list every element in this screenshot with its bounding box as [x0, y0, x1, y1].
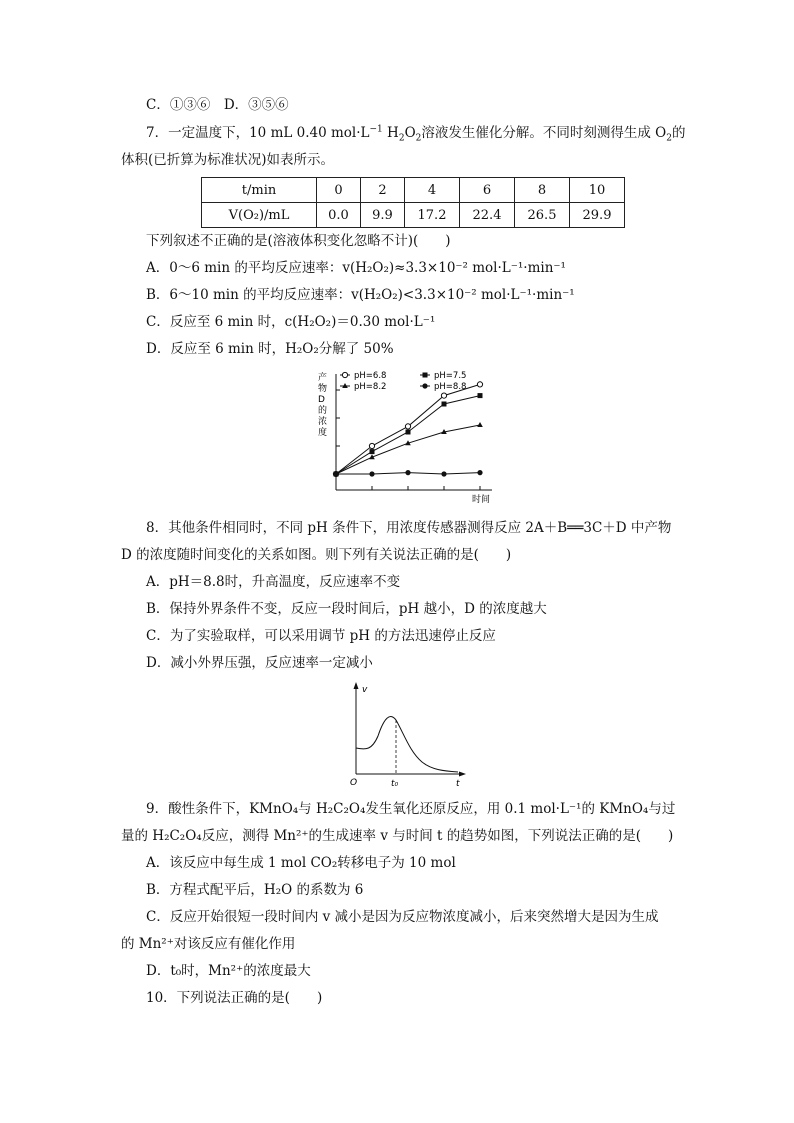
data-point — [369, 471, 374, 476]
table-cell: t/min — [202, 178, 317, 203]
data-point — [333, 471, 338, 476]
q7-stem-a: 一定温度下，10 mL 0.40 mol·L — [168, 125, 370, 141]
table-cell: 26.5 — [515, 203, 570, 228]
table-cell: 2 — [361, 178, 405, 203]
x-axis-label: 时间 — [472, 495, 491, 505]
q9-line2: 量的 H₂C₂O₄反应，测得 Mn²⁺的生成速率 v 与时间 t 的趋势如图，下列说法正确的是( ) — [121, 828, 674, 844]
data-point — [405, 470, 410, 475]
q7-option-c: C．反应至 6 min 时，c(H₂O₂)＝0.30 mol·L⁻¹ — [146, 314, 436, 330]
q8-line1: 8．其他条件相同时，不同 pH 条件下，用浓度传感器测得反应 2A＋B══3C＋D 中产物 — [146, 520, 672, 536]
rate-curve — [356, 717, 458, 772]
data-point — [478, 393, 483, 398]
q9-line1: 9．酸性条件下，KMnO₄与 H₂C₂O₄发生氧化还原反应，用 0.1 mol·L⁻¹的 KMnO₄与过 — [146, 801, 676, 817]
data-point — [441, 393, 446, 398]
origin-label: O — [350, 778, 358, 788]
data-point — [477, 382, 482, 387]
table-cell: 6 — [460, 178, 515, 203]
table-cell: 8 — [515, 178, 570, 203]
table-cell: 9.9 — [361, 203, 405, 228]
data-point — [442, 402, 447, 407]
table-row — [202, 203, 625, 228]
q9-figure — [340, 678, 470, 790]
legend-label: pH=6.8 — [354, 371, 387, 381]
q7-option-b: B．6～10 min 的平均反应速率：v(H₂O₂)<3.3×10⁻² mol·L⁻¹·min⁻¹ — [146, 287, 575, 303]
series-line — [336, 396, 480, 474]
q8-option-b: B．保持外界条件不变，反应一段时间后，pH 越小，D 的浓度越大 — [146, 601, 547, 617]
table-cell: 4 — [405, 178, 460, 203]
q8-line2: D 的浓度随时间变化的关系如图。则下列有关说法正确的是( ) — [121, 547, 512, 563]
q9-option-d: D．t₀时，Mn²⁺的浓度最大 — [146, 963, 311, 979]
table-cell: 0 — [317, 178, 361, 203]
q9-option-b: B．方程式配平后，H₂O 的系数为 6 — [146, 882, 364, 898]
q7-stem-c: O — [404, 125, 416, 141]
q7-option-a: A．0～6 min 的平均反应速率：v(H₂O₂)≈3.3×10⁻² mol·L⁻¹·min⁻¹ — [146, 260, 566, 276]
data-point — [370, 449, 375, 454]
q7-option-d: D．反应至 6 min 时，H₂O₂分解了 50% — [146, 341, 394, 357]
q8-option-c: C．为了实验取样，可以采用调节 pH 的方法迅速停止反应 — [146, 628, 496, 644]
table-cell: V(O₂)/mL — [202, 203, 317, 228]
legend-marker — [342, 372, 347, 377]
data-point — [369, 443, 374, 448]
data-point — [405, 424, 410, 429]
table-cell: 22.4 — [460, 203, 515, 228]
legend-label: pH=8.2 — [354, 382, 387, 392]
q6-option-cd: C．①③⑥ D．③⑤⑥ — [146, 97, 289, 113]
table-row — [202, 178, 625, 203]
q9-option-c2: 的 Mn²⁺对该反应有催化作用 — [121, 936, 296, 952]
legend-marker — [423, 373, 428, 378]
legend-label: pH=7.5 — [434, 371, 467, 381]
q7-stem2: 体积(已折算为标准状况)如表所示。 — [121, 152, 335, 168]
table-cell: 0.0 — [317, 203, 361, 228]
q8-chart — [312, 366, 502, 508]
q7-stem-e: 的 — [671, 125, 686, 141]
table-cell: 10 — [570, 178, 625, 203]
t0-label: t₀ — [391, 779, 399, 789]
x-axis-label: t — [456, 779, 460, 789]
table-cell: 17.2 — [405, 203, 460, 228]
y-axis-label: v — [362, 685, 368, 695]
q7-stem-b: H — [382, 125, 399, 141]
data-point — [477, 470, 482, 475]
table-cell: 29.9 — [570, 203, 625, 228]
q8-option-a: A．pH＝8.8时，升高温度，反应速率不变 — [146, 574, 401, 590]
y-axis-arrow — [354, 682, 359, 689]
q7-table — [201, 177, 625, 228]
y-axis-label: 产物 D 的浓度 — [318, 373, 328, 438]
q7-stem: 7．一定温度下，10 mL 0.40 $mol\cdot L^{-1}$ $H_2O_2$溶液发生催化分解。不同时刻测得生成 $O_2$的 — [146, 124, 686, 144]
legend-label: pH=8.8 — [434, 382, 467, 392]
data-point — [406, 430, 411, 435]
legend-marker — [422, 383, 427, 388]
data-point — [441, 471, 446, 476]
q7-ask: 下列叙述不正确的是(溶液体积变化忽略不计)( ) — [146, 233, 451, 249]
q9-option-c1: C．反应开始很短一段时间内 v 减小是因为反应物浓度减小，后来突然增大是因为生成 — [146, 909, 659, 925]
q8-option-d: D．减小外界压强，反应速率一定减小 — [146, 655, 373, 671]
x-axis-arrow — [459, 772, 466, 777]
q10-stem: 10．下列说法正确的是( ) — [146, 990, 323, 1006]
q9-option-a: A．该反应中每生成 1 mol CO₂转移电子为 10 mol — [146, 855, 456, 871]
q7-number: 7． — [146, 125, 169, 141]
data-point — [477, 422, 483, 427]
q7-stem-d: 溶液发生催化分解。不同时刻测得生成 O — [421, 125, 667, 141]
